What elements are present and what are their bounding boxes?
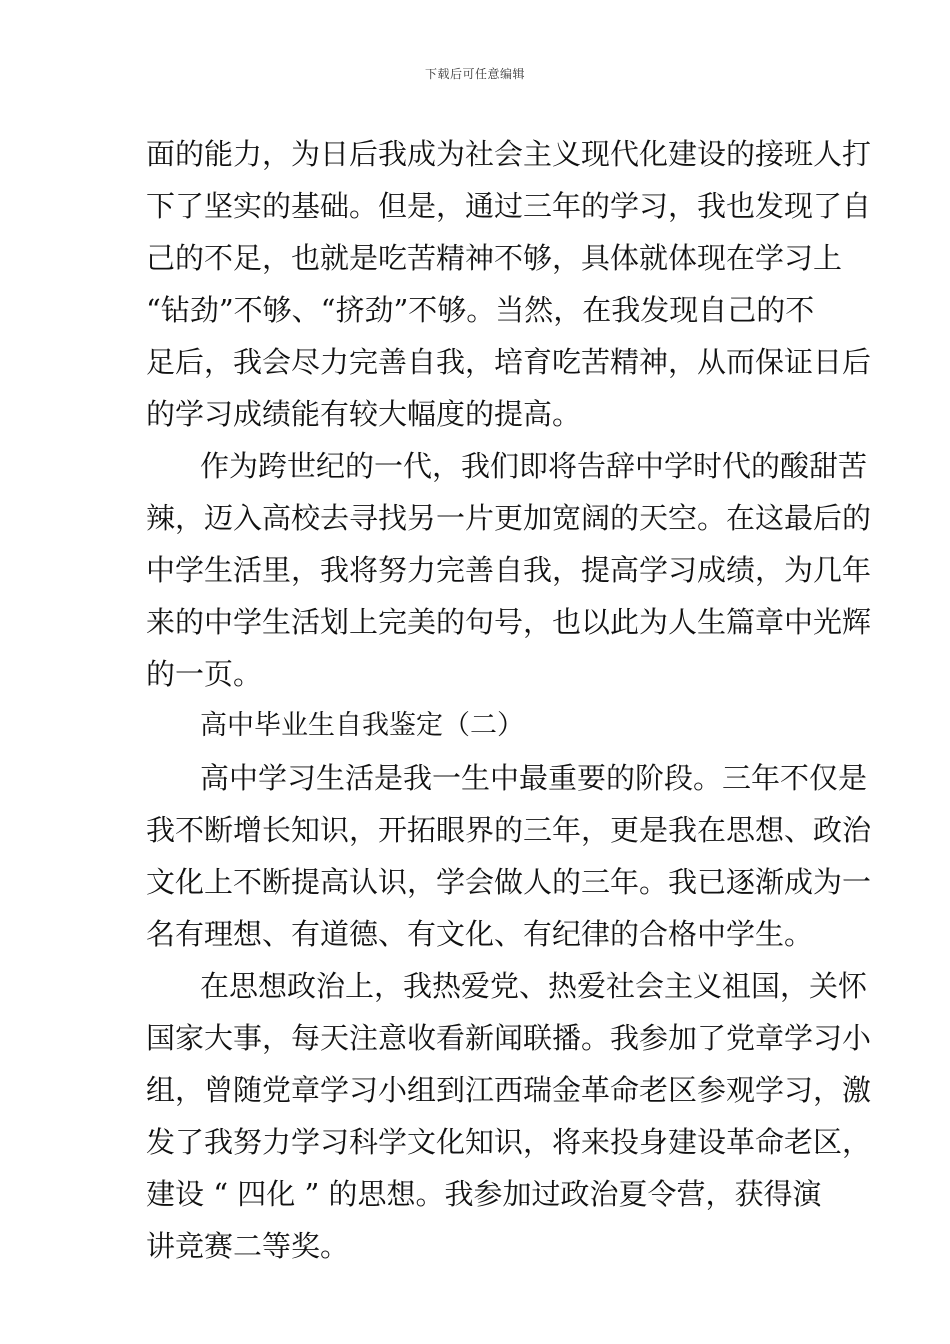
- paragraph-line: 辣，迈入高校去寻找另一片更加宽阔的天空。在这最后的: [146, 501, 872, 535]
- paragraph-line: 文化上不断提高认识，学会做人的三年。我已逐渐成为一: [146, 865, 872, 899]
- paragraph-line: 组，曾随党章学习小组到江西瑞金革命老区参观学习，激: [146, 1073, 872, 1107]
- paragraph-line: 发了我努力学习科学文化知识，将来投身建设革命老区，: [146, 1125, 872, 1159]
- paragraph-line: 的一页。: [146, 657, 263, 691]
- document-body: [146, 128, 872, 1272]
- paragraph-line: 中学生活里，我将努力完善自我，提高学习成绩，为几年: [146, 553, 872, 587]
- paragraph-line: 下了坚实的基础。但是，通过三年的学习，我也发现了自: [146, 189, 872, 223]
- paragraph-line: “钻劲”不够、“挤劲”不够。当然，在我发现自己的不: [146, 293, 815, 327]
- paragraph-line: 己的不足，也就是吃苦精神不够，具体就体现在学习上: [146, 241, 843, 275]
- paragraph-line: 名有理想、有道德、有文化、有纪律的合格中学生。: [146, 917, 814, 951]
- paragraph-line: 我不断增长知识，开拓眼界的三年，更是我在思想、政治: [146, 813, 872, 847]
- paragraph-line: 足后，我会尽力完善自我，培育吃苦精神，从而保证日后: [146, 345, 872, 379]
- paragraph-line: 国家大事，每天注意收看新闻联播。我参加了党章学习小: [146, 1021, 872, 1055]
- paragraph-line: 作为跨世纪的一代，我们即将告辞中学时代的酸甜苦: [200, 449, 868, 483]
- paragraph-line: 高中学习生活是我一生中最重要的阶段。三年不仅是: [200, 761, 868, 795]
- paragraph-line: 在思想政治上，我热爱党、热爱社会主义祖国，关怀: [200, 969, 868, 1003]
- page-header: 下载后可任意编辑: [424, 67, 525, 81]
- paragraph-line: 的学习成绩能有较大幅度的提高。: [146, 397, 582, 431]
- paragraph-line: 面的能力，为日后我成为社会主义现代化建设的接班人打: [146, 137, 872, 171]
- section-heading: 高中毕业生自我鉴定（二）: [200, 710, 524, 741]
- paragraph-line: 讲竞赛二等奖。: [146, 1229, 350, 1263]
- paragraph-line: 建设 “ 四化 ” 的思想。我参加过政治夏令营，获得演: [146, 1177, 822, 1211]
- paragraph-line: 来的中学生活划上完美的句号，也以此为人生篇章中光辉: [146, 605, 872, 639]
